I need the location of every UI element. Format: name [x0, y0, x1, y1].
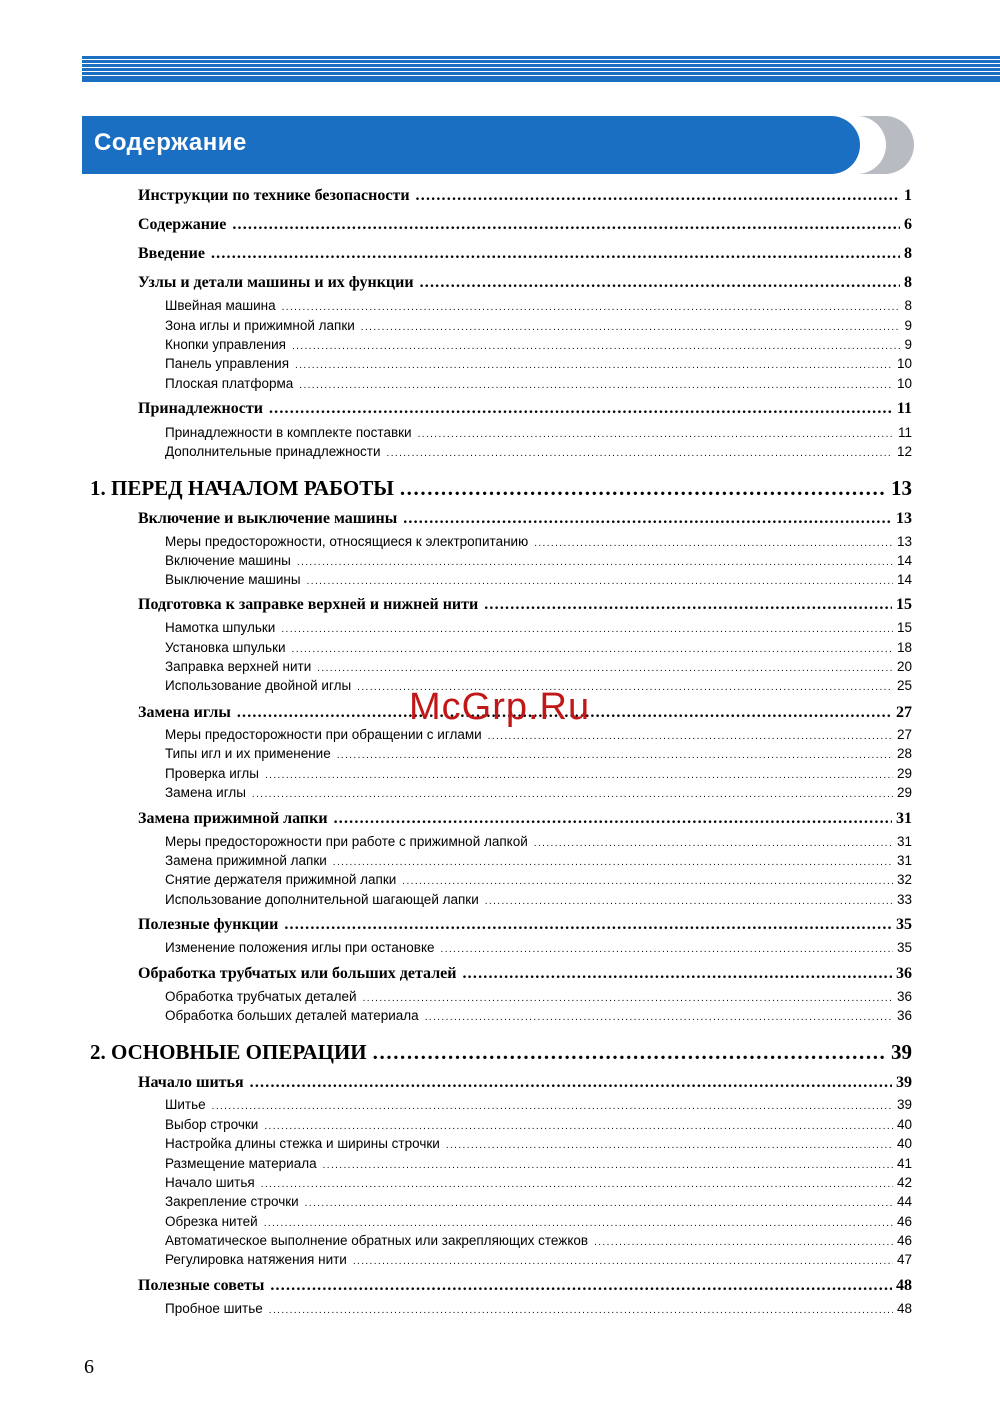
toc-entry-title: Закрепление строчки [165, 1194, 299, 1209]
toc-entry-page: 39 [896, 1097, 912, 1112]
toc-dot-leader [403, 510, 892, 528]
toc-entry-title: Обработка больших деталей материала [165, 1008, 419, 1023]
toc-entry-page: 13 [896, 510, 912, 527]
toc-subsection[interactable] [165, 872, 912, 887]
toc-entry-page: 14 [896, 553, 912, 568]
toc-subsection[interactable] [165, 572, 912, 587]
toc-subsection[interactable] [165, 785, 912, 800]
toc-entry-page: 31 [896, 834, 912, 849]
toc-entry-page: 20 [896, 659, 912, 674]
toc-entry-title: Включение машины [165, 553, 291, 568]
toc-entry-page: 32 [896, 872, 912, 887]
toc-entry-title: Регулировка натяжения нити [165, 1252, 347, 1267]
toc-entry-title: Полезные советы [138, 1277, 265, 1294]
toc-dot-leader [400, 476, 887, 501]
toc-dot-leader [292, 337, 901, 352]
toc-section[interactable] [138, 245, 912, 263]
toc-dot-leader [387, 444, 893, 459]
toc-dot-leader [488, 727, 893, 742]
toc-dot-leader [317, 659, 893, 674]
toc-entry-title: Инструкции по технике безопасности [138, 187, 410, 204]
toc-dot-leader [305, 1194, 893, 1209]
toc-entry-page: 28 [896, 746, 912, 761]
toc-entry-title: Включение и выключение машины [138, 510, 398, 527]
toc-entry-page: 13 [891, 476, 912, 500]
toc-dot-leader [269, 1301, 893, 1316]
toc-subsection[interactable] [165, 1136, 912, 1151]
toc-subsection[interactable] [165, 1156, 912, 1171]
toc-dot-leader [534, 534, 893, 549]
toc-subsection[interactable] [165, 444, 912, 459]
toc-entry-page: 15 [896, 596, 912, 613]
toc-subsection[interactable] [165, 940, 912, 955]
toc-subsection[interactable] [165, 356, 912, 371]
toc-entry-title: Типы игл и их применение [165, 746, 331, 761]
toc-entry-title: Выключение машины [165, 572, 301, 587]
toc-entry-page: 46 [896, 1233, 912, 1248]
toc-entry-title: 2. ОСНОВНЫЕ ОПЕРАЦИИ [90, 1040, 367, 1064]
toc-section[interactable] [138, 1277, 912, 1295]
toc-entry-title: Размещение материала [165, 1156, 317, 1171]
toc-entry-title: Проверка иглы [165, 766, 259, 781]
toc-entry-title: Шитье [165, 1097, 206, 1112]
toc-section[interactable] [138, 596, 912, 614]
toc-dot-leader [446, 1136, 893, 1151]
toc-entry-page: 10 [896, 376, 912, 391]
toc-dot-leader [363, 989, 893, 1004]
toc-entry-title: Намотка шпульки [165, 620, 276, 635]
toc-section[interactable] [138, 510, 912, 528]
toc-dot-leader [323, 1156, 893, 1171]
toc-subsection[interactable] [165, 298, 912, 313]
toc-subsection[interactable] [165, 640, 912, 655]
toc-subsection[interactable] [165, 1233, 912, 1248]
toc-entry-page: 47 [896, 1252, 912, 1267]
toc-dot-leader [261, 1175, 893, 1190]
toc-entry-title: Замена прижимной лапки [165, 853, 327, 868]
toc-entry-title: Установка шпульки [165, 640, 286, 655]
toc-entry-title: Зона иглы и прижимной лапки [165, 318, 355, 333]
toc-entry-page: 40 [896, 1117, 912, 1132]
toc-entry-page: 18 [896, 640, 912, 655]
toc-entry-page: 6 [904, 216, 912, 233]
toc-entry-page: 29 [896, 766, 912, 781]
toc-section[interactable] [138, 216, 912, 234]
toc-entry-page: 44 [896, 1194, 912, 1209]
toc-dot-leader [307, 572, 893, 587]
toc-subsection[interactable] [165, 425, 912, 440]
toc-subsection[interactable] [165, 1194, 912, 1209]
toc-entry-page: 11 [896, 400, 912, 417]
toc-dot-leader [337, 746, 893, 761]
toc-dot-leader [299, 376, 893, 391]
toc-dot-leader [425, 1008, 893, 1023]
toc-dot-leader [361, 318, 901, 333]
toc-section[interactable] [138, 965, 912, 983]
toc-subsection[interactable] [165, 766, 912, 781]
toc-entry-page: 48 [896, 1277, 912, 1294]
toc-dot-leader [295, 356, 893, 371]
toc-entry-page: 46 [896, 1214, 912, 1229]
toc-entry-page: 29 [896, 785, 912, 800]
toc-entry-page: 15 [896, 620, 912, 635]
toc-chapter[interactable] [90, 1040, 912, 1065]
page-number: 6 [84, 1356, 94, 1378]
toc-dot-leader [281, 620, 893, 635]
toc-subsection[interactable] [165, 727, 912, 742]
toc-subsection[interactable] [165, 1117, 912, 1132]
toc-entry-page: 8 [904, 245, 912, 262]
toc-entry-page: 36 [896, 1008, 912, 1023]
toc-entry-page: 8 [904, 298, 912, 313]
toc-entry-title: Введение [138, 245, 205, 262]
toc-dot-leader [594, 1233, 893, 1248]
toc-entry-page: 42 [896, 1175, 912, 1190]
toc-entry-title: Подготовка к заправке верхней и нижней нити [138, 596, 479, 613]
toc-subsection[interactable] [165, 620, 912, 635]
toc-subsection[interactable] [165, 1214, 912, 1229]
toc-subsection[interactable] [165, 337, 912, 352]
toc-subsection[interactable] [165, 1252, 912, 1267]
toc-entry-page: 9 [904, 337, 912, 352]
toc-entry-page: 36 [896, 989, 912, 1004]
toc-entry-page: 35 [896, 940, 912, 955]
toc-section[interactable] [138, 916, 912, 934]
toc-entry-title: Начало шитья [138, 1074, 244, 1091]
toc-entry-title: Содержание [138, 216, 227, 233]
toc-entry-page: 1 [904, 187, 912, 204]
toc-entry-title: Изменение положения иглы при остановке [165, 940, 435, 955]
toc-entry-title: Автоматическое выполнение обратных или закрепляющих стежков [165, 1233, 589, 1248]
toc-dot-leader [462, 965, 892, 983]
page-title: Содержание [94, 129, 247, 156]
toc-entry-page: 36 [896, 965, 912, 982]
watermark: McGrp.Ru [409, 686, 591, 728]
toc-subsection[interactable] [165, 553, 912, 568]
toc-dot-leader [373, 1040, 887, 1065]
toc-dot-leader [420, 274, 900, 292]
toc-entry-page: 27 [896, 704, 912, 721]
toc-entry-title: Меры предосторожности при работе с прижимной лапкой [165, 834, 528, 849]
toc-dot-leader [333, 853, 893, 868]
toc-entry-title: Использование двойной иглы [165, 678, 352, 693]
toc-entry-page: 10 [896, 356, 912, 371]
toc-entry-title: Замена иглы [165, 785, 246, 800]
toc-section[interactable] [138, 400, 912, 418]
toc-dot-leader [297, 553, 893, 568]
toc-entry-title: Использование дополнительной шагающей лапки [165, 892, 479, 907]
toc-dot-leader [416, 187, 900, 205]
toc-section[interactable] [138, 810, 912, 828]
toc-entry-title: Заправка верхней нити [165, 659, 312, 674]
toc-entry-title: Настройка длины стежка и ширины строчки [165, 1136, 440, 1151]
toc-dot-leader [270, 1277, 892, 1295]
toc-dot-leader [353, 1252, 893, 1267]
toc-subsection[interactable] [165, 1008, 912, 1023]
toc-section[interactable] [138, 187, 912, 205]
toc-dot-leader [265, 766, 893, 781]
toc-dot-leader [282, 298, 901, 313]
toc-entry-title: Дополнительные принадлежности [165, 444, 381, 459]
toc-entry-page: 9 [904, 318, 912, 333]
toc-dot-leader [269, 400, 893, 418]
toc-dot-leader [264, 1117, 893, 1132]
toc-dot-leader [264, 1214, 893, 1229]
toc-entry-page: 40 [896, 1136, 912, 1151]
toc-subsection[interactable] [165, 989, 912, 1004]
toc-dot-leader [441, 940, 893, 955]
toc-entry-title: Пробное шитье [165, 1301, 263, 1316]
toc-entry-page: 12 [896, 444, 912, 459]
toc-subsection[interactable] [165, 1301, 912, 1316]
toc-section[interactable] [138, 1074, 912, 1092]
toc-entry-page: 39 [896, 1074, 912, 1091]
toc-subsection[interactable] [165, 892, 912, 907]
toc-entry-title: Обрезка нитей [165, 1214, 258, 1229]
toc-entry-page: 8 [904, 274, 912, 291]
toc-dot-leader [485, 892, 893, 907]
toc-subsection[interactable] [165, 376, 912, 391]
toc-dot-leader [232, 216, 900, 234]
toc-entry-page: 14 [896, 572, 912, 587]
toc-dot-leader [252, 785, 893, 800]
toc-entry-title: Обработка трубчатых деталей [165, 989, 357, 1004]
toc-entry-title: Обработка трубчатых или больших деталей [138, 965, 457, 982]
toc-entry-title: Панель управления [165, 356, 290, 371]
toc-dot-leader [212, 1097, 893, 1112]
toc-subsection[interactable] [165, 746, 912, 761]
toc-dot-leader [418, 425, 894, 440]
toc-entry-title: Выбор строчки [165, 1117, 259, 1132]
toc-entry-title: Замена прижимной лапки [138, 810, 328, 827]
toc-subsection[interactable] [165, 659, 912, 674]
toc-subsection[interactable] [165, 853, 912, 868]
toc-entry-title: Начало шитья [165, 1175, 255, 1190]
toc-dot-leader [534, 834, 893, 849]
toc-entry-page: 31 [896, 810, 912, 827]
toc-entry-title: Кнопки управления [165, 337, 286, 352]
toc-entry-title: Полезные функции [138, 916, 279, 933]
toc-dot-leader [250, 1074, 892, 1092]
toc-entry-title: Принадлежности [138, 400, 263, 417]
toc-entry-page: 25 [896, 678, 912, 693]
toc-subsection[interactable] [165, 1097, 912, 1112]
toc-entry-title: 1. ПЕРЕД НАЧАЛОМ РАБОТЫ [90, 476, 394, 500]
toc-dot-leader [292, 640, 893, 655]
toc-dot-leader [284, 916, 892, 934]
toc-entry-title: Замена иглы [138, 704, 231, 721]
toc-dot-leader [211, 245, 900, 263]
toc-section[interactable] [138, 274, 912, 292]
toc-entry-title: Узлы и детали машины и их функции [138, 274, 414, 291]
toc-dot-leader [484, 596, 892, 614]
toc-subsection[interactable] [165, 834, 912, 849]
toc-entry-page: 41 [896, 1156, 912, 1171]
toc-entry-page: 11 [897, 425, 912, 440]
toc-entry-title: Меры предосторожности при обращении с иглами [165, 727, 482, 742]
toc-entry-page: 48 [896, 1301, 912, 1316]
toc-entry-title: Меры предосторожности, относящиеся к электропитанию [165, 534, 529, 549]
toc-entry-page: 13 [896, 534, 912, 549]
toc-subsection[interactable] [165, 1175, 912, 1190]
toc-entry-page: 31 [896, 853, 912, 868]
toc-entry-page: 39 [891, 1040, 912, 1064]
toc-entry-title: Принадлежности в комплекте поставки [165, 425, 412, 440]
toc-entry-title: Снятие держателя прижимной лапки [165, 872, 397, 887]
toc-entry-page: 33 [896, 892, 912, 907]
toc-dot-leader [402, 872, 893, 887]
toc-entry-page: 35 [896, 916, 912, 933]
toc-entry-title: Плоская платформа [165, 376, 294, 391]
toc-dot-leader [334, 810, 892, 828]
toc-entry-title: Швейная машина [165, 298, 276, 313]
toc-entry-page: 27 [896, 727, 912, 742]
toc-subsection[interactable] [165, 318, 912, 333]
toc-chapter[interactable] [90, 476, 912, 501]
toc-subsection[interactable] [165, 534, 912, 549]
